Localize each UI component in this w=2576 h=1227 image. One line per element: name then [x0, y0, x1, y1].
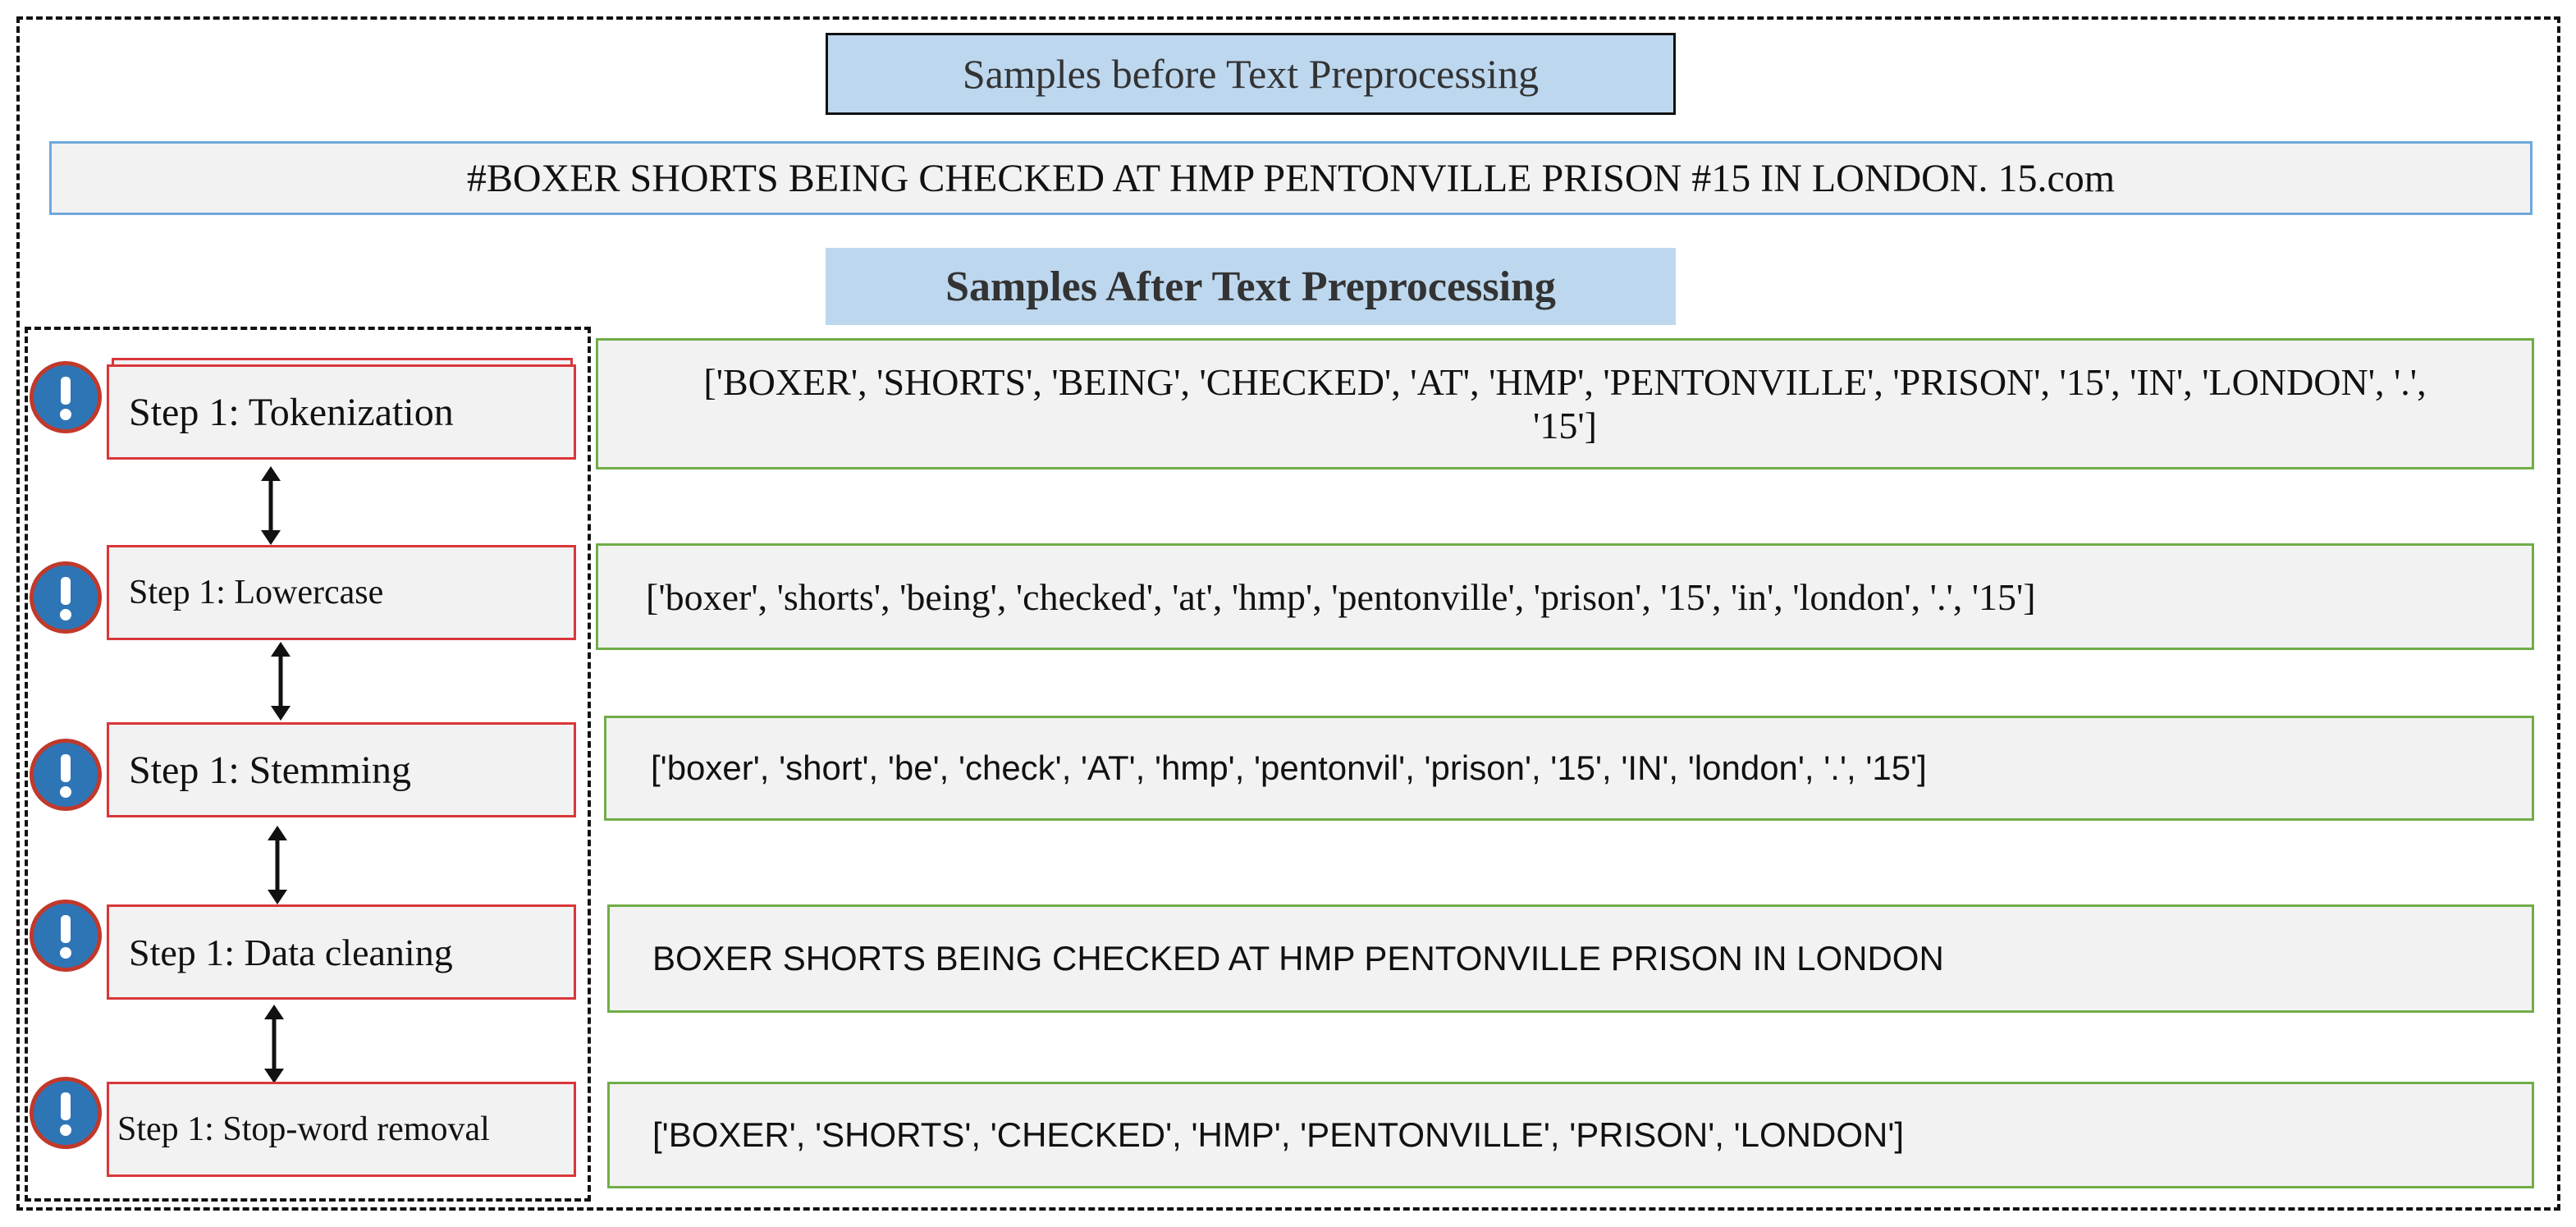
result-data-cleaning	[607, 904, 2534, 1013]
double-arrow-connector	[253, 824, 302, 906]
step-box-tokenization	[107, 364, 576, 460]
alert-icon	[30, 361, 102, 433]
before-title: Samples before Text Preprocessing	[826, 33, 1676, 115]
result-text: ['BOXER', 'SHORTS', 'BEING', 'CHECKED', 'AT', 'HMP', 'PENTONVILLE', 'PRISON', '15', 'IN', 'LONDON', '.', '15']	[703, 361, 2427, 446]
double-arrow-connector	[249, 1003, 299, 1085]
step-label: Step 1: Stop-word removal	[117, 1110, 490, 1148]
alert-icon	[30, 561, 102, 634]
result-stemming	[604, 716, 2534, 821]
result-tokenization	[596, 338, 2534, 469]
step-label: Step 1: Tokenization	[129, 390, 454, 434]
double-arrow-connector	[246, 465, 295, 547]
alert-icon	[30, 1077, 102, 1149]
result-text: BOXER SHORTS BEING CHECKED AT HMP PENTONVILLE PRISON IN LONDON	[652, 939, 1944, 977]
result-text: ['BOXER', 'SHORTS', 'CHECKED', 'HMP', 'PENTONVILLE', 'PRISON', 'LONDON']	[652, 1115, 1905, 1154]
after-title: Samples After Text Preprocessing	[826, 248, 1676, 325]
step-label: Step 1: Data cleaning	[129, 931, 453, 973]
double-arrow-connector	[256, 640, 305, 722]
step-box-lowercase	[107, 545, 576, 640]
alert-icon	[30, 739, 102, 811]
result-stop-word-removal	[607, 1082, 2534, 1188]
step-box-stop-word-removal	[107, 1082, 576, 1177]
alert-icon	[30, 900, 102, 972]
before-sample-text: #BOXER SHORTS BEING CHECKED AT HMP PENTONVILLE PRISON #15 IN LONDON. 15.com	[49, 141, 2533, 215]
step-box-data-cleaning	[107, 904, 576, 1000]
step-box-stemming	[107, 722, 576, 817]
result-lowercase	[596, 543, 2534, 650]
result-text: ['boxer', 'short', 'be', 'check', 'AT', 'hmp', 'pentonvil', 'prison', '15', 'IN', 'london', '.', '15']	[651, 749, 1927, 787]
step-label: Step 1: Stemming	[129, 748, 412, 792]
step-label: Step 1: Lowercase	[129, 574, 384, 611]
result-text: ['boxer', 'shorts', 'being', 'checked', 'at', 'hmp', 'pentonville', 'prison', '15', 'in', 'london', '.', '15']	[646, 575, 2036, 618]
